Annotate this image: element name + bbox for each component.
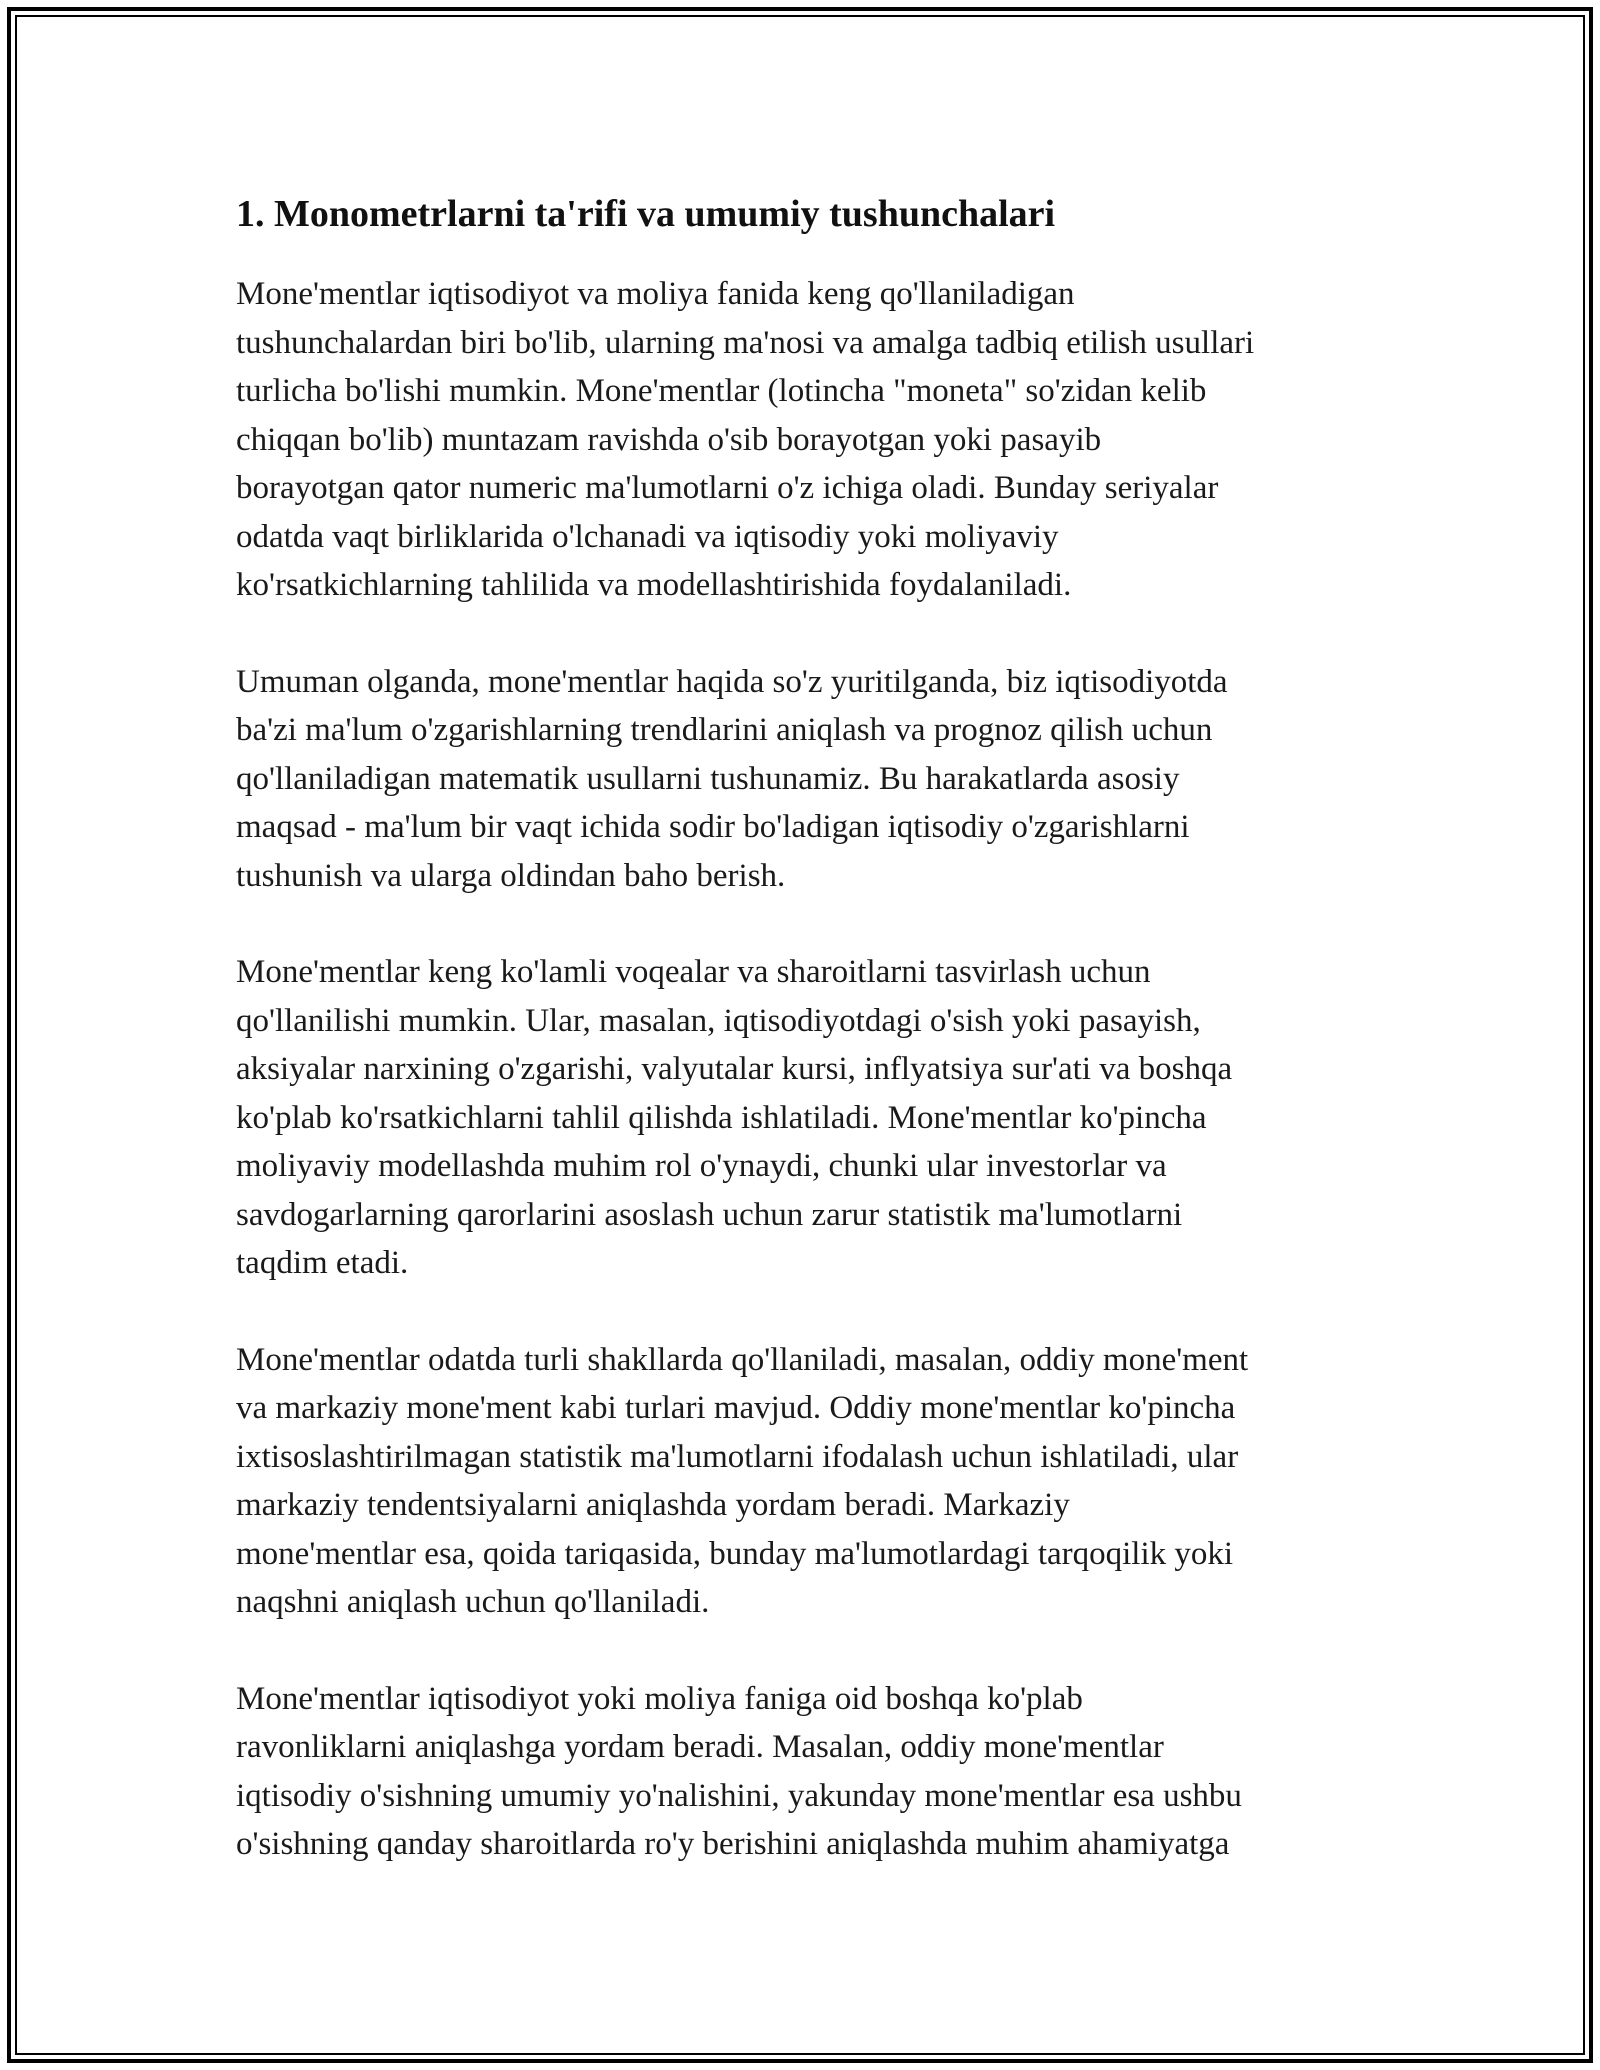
text-line: maqsad - ma'lum bir vaqt ichida sodir bo'ladigan iqtisodiy o'zgarishlarni	[236, 809, 1190, 845]
document-body	[236, 186, 1376, 1917]
text-line: naqshni aniqlash uchun qo'llaniladi.	[236, 1584, 710, 1620]
text-line: tushunchalardan biri bo'lib, ularning ma'nosi va amalga tadbiq etilish usullari	[236, 324, 1255, 361]
text-line: o'sishning qanday sharoitlarda ro'y berishini aniqlashda muhim ahamiyatga	[236, 1826, 1230, 1862]
paragraph-3	[236, 948, 1376, 1288]
text-line: ko'rsatkichlarning tahlilida va modellashtirishida foydalaniladi.	[236, 567, 1072, 603]
text-line: Mone'mentlar iqtisodiyot va moliya fanida keng qo'llaniladigan	[236, 276, 1075, 312]
text-line: borayotgan qator numeric ma'lumotlarni o'z ichiga oladi. Bunday seriyalar	[236, 470, 1219, 506]
text-line: iqtisodiy o'sishning umumiy yo'nalishini, yakunday mone'mentlar esa ushbu	[236, 1777, 1242, 1814]
text-line: ba'zi ma'lum o'zgarishlarning trendlarini aniqlash va prognoz qilish uchun	[236, 712, 1213, 748]
text-line: ixtisoslashtirilmagan statistik ma'lumotlarni ifodalash uchun ishlatiladi, ular	[236, 1438, 1239, 1475]
section-heading: 1. Monometrlarni ta'rifi va umumiy tushunchalari	[236, 193, 1056, 235]
text-line: markaziy tendentsiyalarni aniqlashda yordam beradi. Markaziy	[236, 1487, 1070, 1523]
text-line: ko'plab ko'rsatkichlarni tahlil qilishda ishlatiladi. Mone'mentlar ko'pincha	[236, 1099, 1207, 1136]
text-line: savdogarlarning qarorlarini asoslash uchun zarur statistik ma'lumotlarni	[236, 1196, 1183, 1233]
text-line: ravonliklarni aniqlashga yordam beradi. Masalan, oddiy mone'mentlar	[236, 1729, 1164, 1765]
text-line: qo'llanilishi mumkin. Ular, masalan, iqtisodiyotdagi o'sish yoki pasayish,	[236, 1002, 1201, 1039]
text-line: tushunish va ularga oldindan baho berish.	[236, 857, 786, 894]
paragraph-5	[236, 1675, 1376, 1869]
text-line: va markaziy mone'ment kabi turlari mavjud. Oddiy mone'mentlar ko'pincha	[236, 1390, 1236, 1426]
text-line: mone'mentlar esa, qoida tariqasida, bunday ma'lumotlardagi tarqoqilik yoki	[236, 1535, 1234, 1572]
text-line: qo'llaniladigan matematik usullarni tushunamiz. Bu harakatlarda asosiy	[236, 760, 1180, 797]
text-line: Mone'mentlar iqtisodiyot yoki moliya faniga oid boshqa ko'plab	[236, 1680, 1083, 1717]
text-line: aksiyalar narxining o'zgarishi, valyutalar kursi, inflyatsiya sur'ati va boshqa	[236, 1051, 1233, 1087]
text-line: chiqqan bo'lib) muntazam ravishda o'sib borayotgan yoki pasayib	[236, 421, 1102, 458]
text-line: odatda vaqt birliklarida o'lchanadi va iqtisodiy yoki moliyaviy	[236, 518, 1059, 555]
paragraph-1	[236, 270, 1376, 610]
paragraph-2	[236, 658, 1376, 901]
text-line: Mone'mentlar odatda turli shakllarda qo'llaniladi, masalan, oddiy mone'ment	[236, 1341, 1249, 1378]
paragraph-4	[236, 1336, 1376, 1627]
text-line: Mone'mentlar keng ko'lamli voqealar va sharoitlarni tasvirlash uchun	[236, 954, 1151, 990]
text-line: taqdim etadi.	[236, 1245, 409, 1281]
text-line: Umuman olganda, mone'mentlar haqida so'z yuritilganda, biz iqtisodiyotda	[236, 663, 1228, 700]
text-line: turlicha bo'lishi mumkin. Mone'mentlar (lotincha "moneta" so'zidan kelib	[236, 373, 1207, 409]
text-line: moliyaviy modellashda muhim rol o'ynaydi, chunki ular investorlar va	[236, 1148, 1167, 1184]
